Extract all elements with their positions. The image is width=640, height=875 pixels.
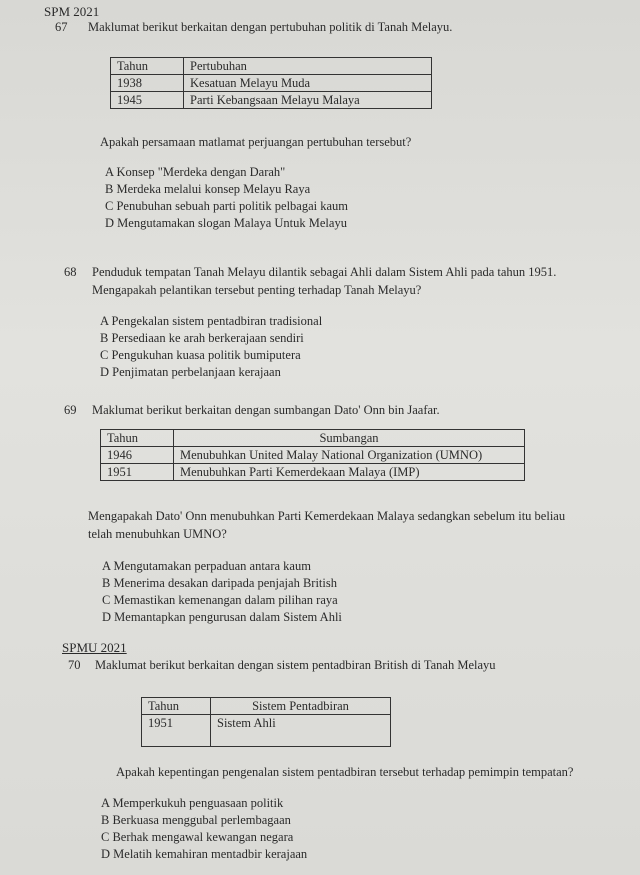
- question-69-question-cont: telah menubuhkan UMNO?: [88, 527, 227, 541]
- question-69-question: Mengapakah Dato' Onn menubuhkan Parti Kemerdekaan Malaya sedangkan sebelum itu beliau: [88, 509, 566, 523]
- table-header: Sistem Pentadbiran: [211, 698, 391, 715]
- table-header: Tahun: [142, 698, 211, 715]
- table-cell: 1951: [101, 464, 174, 481]
- question-70-table: [141, 697, 391, 747]
- table-header: Tahun: [101, 430, 174, 447]
- question-70-stem: Maklumat berikut berkaitan dengan sistem pentadbiran British di Tanah Melayu: [95, 658, 496, 672]
- question-69-option-d[interactable]: D Memantapkan pengurusan dalam Sistem Ahli: [102, 610, 342, 624]
- question-69-table: [100, 429, 525, 481]
- table-cell: 1951: [142, 715, 211, 747]
- table-cell: 1945: [111, 92, 184, 109]
- question-68-option-d[interactable]: D Penjimatan perbelanjaan kerajaan: [100, 365, 281, 379]
- table-header: Tahun: [111, 58, 184, 75]
- question-69-number: 69: [64, 403, 77, 417]
- question-68-stem: Penduduk tempatan Tanah Melayu dilantik sebagai Ahli dalam Sistem Ahli pada tahun 1951.: [92, 265, 557, 279]
- question-67-option-c[interactable]: C Penubuhan sebuah parti politik pelbagai kaum: [105, 199, 349, 213]
- question-68-option-a[interactable]: A Pengekalan sistem pentadbiran tradisional: [100, 314, 323, 328]
- question-69-stem: Maklumat berikut berkaitan dengan sumbangan Dato' Onn bin Jaafar.: [92, 403, 440, 417]
- question-70-option-c[interactable]: C Berhak mengawal kewangan negara: [101, 830, 294, 844]
- question-68-question: Mengapakah pelantikan tersebut penting terhadap Tanah Melayu?: [92, 283, 422, 297]
- table-cell: Parti Kebangsaan Melayu Malaya: [184, 92, 432, 109]
- question-70-question: Apakah kepentingan pengenalan sistem pentadbiran tersebut terhadap pemimpin tempatan?: [116, 765, 574, 779]
- section-title-spmu-2021: SPMU 2021: [62, 640, 127, 655]
- table-cell: Sistem Ahli: [211, 715, 391, 747]
- table-cell: 1946: [101, 447, 174, 464]
- question-69-option-c[interactable]: C Memastikan kemenangan dalam pilihan raya: [102, 593, 338, 607]
- question-67-option-b[interactable]: B Merdeka melalui konsep Melayu Raya: [105, 182, 311, 196]
- table-cell: 1938: [111, 75, 184, 92]
- question-68-option-c[interactable]: C Pengukuhan kuasa politik bumiputera: [100, 348, 301, 362]
- table-header: Sumbangan: [174, 430, 525, 447]
- question-70-option-d[interactable]: D Melatih kemahiran mentadbir kerajaan: [101, 847, 308, 861]
- question-70-number: 70: [68, 658, 81, 672]
- table-cell: Menubuhkan Parti Kemerdekaan Malaya (IMP): [174, 464, 525, 481]
- table-cell: Kesatuan Melayu Muda: [184, 75, 432, 92]
- question-67-table: [110, 57, 432, 109]
- question-67-stem: Maklumat berikut berkaitan dengan pertubuhan politik di Tanah Melayu.: [88, 20, 453, 34]
- question-68-number: 68: [64, 265, 77, 279]
- question-67-option-d[interactable]: D Mengutamakan slogan Malaya Untuk Melayu: [105, 216, 347, 230]
- question-67-question: Apakah persamaan matlamat perjuangan pertubuhan tersebut?: [100, 135, 412, 149]
- table-header: Pertubuhan: [184, 58, 432, 75]
- question-70-option-b[interactable]: B Berkuasa menggubal perlembagaan: [101, 813, 291, 827]
- question-67-option-a[interactable]: A Konsep "Merdeka dengan Darah": [105, 165, 286, 179]
- table-cell: Menubuhkan United Malay National Organization (UMNO): [174, 447, 525, 464]
- section-title-spm-2021: SPM 2021: [44, 4, 100, 19]
- question-69-option-b[interactable]: B Menerima desakan daripada penjajah British: [102, 576, 337, 590]
- question-68-option-b[interactable]: B Persediaan ke arah berkerajaan sendiri: [100, 331, 304, 345]
- question-70-option-a[interactable]: A Memperkukuh penguasaan politik: [101, 796, 284, 810]
- question-67-number: 67: [55, 20, 68, 34]
- question-69-option-a[interactable]: A Mengutamakan perpaduan antara kaum: [102, 559, 311, 573]
